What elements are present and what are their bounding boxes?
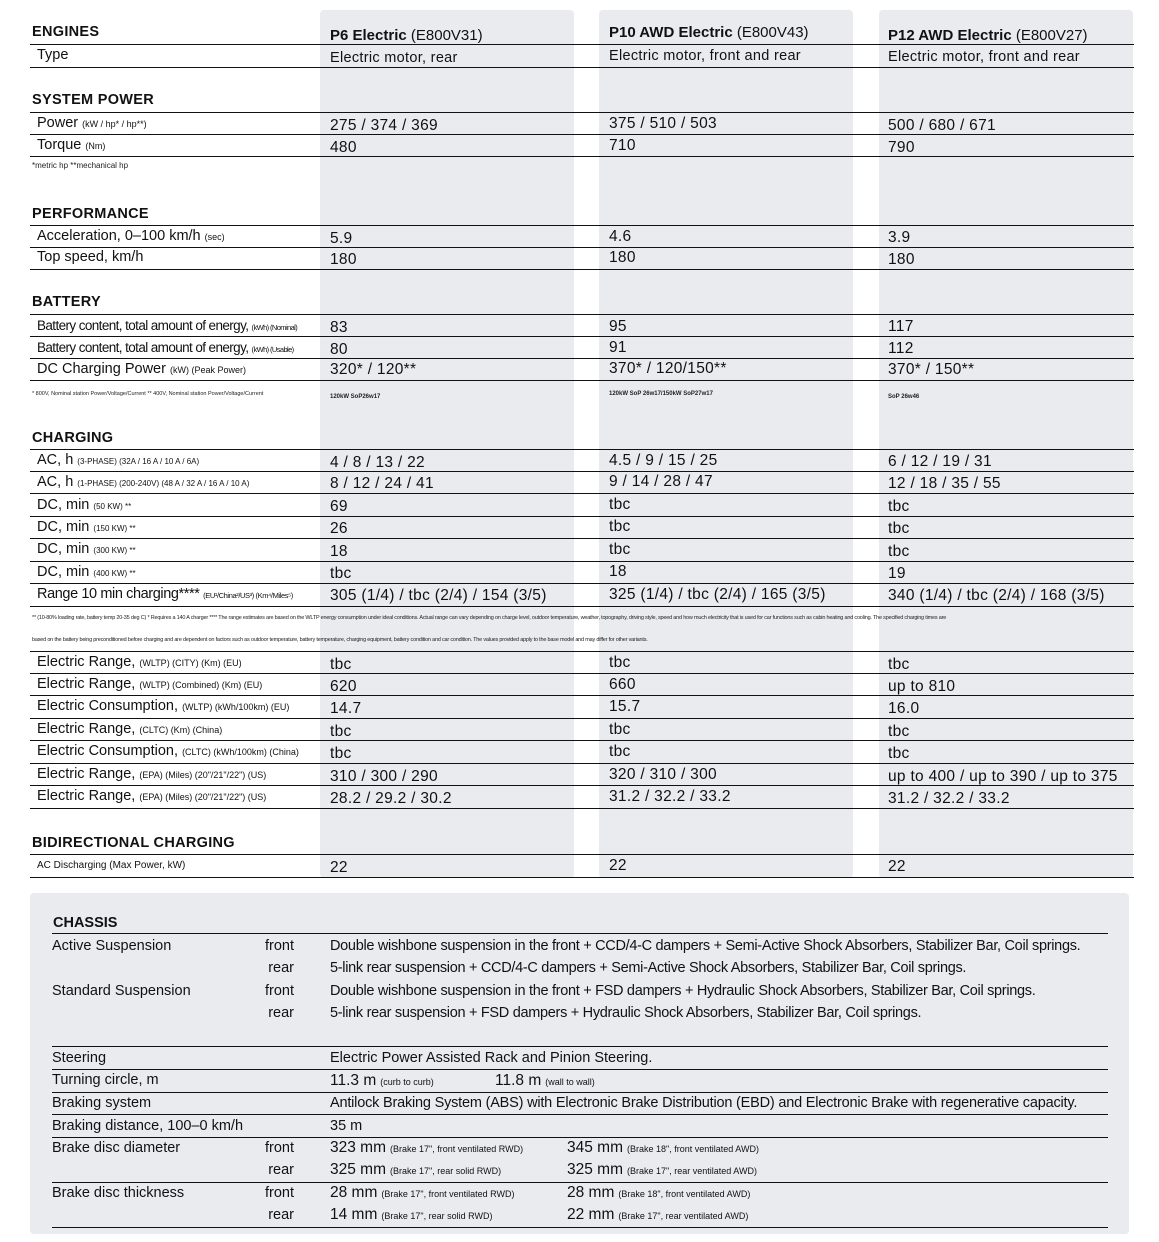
table-row-type <box>30 44 1134 68</box>
cell-value: tbc <box>609 654 631 671</box>
table-row-torque <box>30 135 1134 157</box>
position-label: front <box>264 938 294 954</box>
footnote-charging-1: ** (10-80% loading rate, battery temp 20-35 deg C) * Requires a 140 A charger **** The range estimates are based on the WLTP energy consumption under ideal conditions. Actual range can vary depending on charge level, outdoor temperature, weather, topography, driving style, speed and how much electricity that is used for car functions such as cabin heating and cooling. The specified charging times are <box>32 615 947 621</box>
cell-value: 28 mm (Brake 18", front ventilated AWD) <box>567 1184 751 1201</box>
position-label: rear <box>268 960 294 976</box>
cell-value: tbc <box>888 656 910 673</box>
cell-value: 14.7 <box>330 700 362 717</box>
table-row-epa-range <box>30 764 1134 786</box>
table-row-dc-400kw <box>30 562 1134 584</box>
cell-value: tbc <box>330 565 352 582</box>
cell-value: 375 / 510 / 503 <box>609 115 717 132</box>
table-row-wltp-consumption <box>30 696 1134 719</box>
divider <box>52 1227 1108 1228</box>
cell-value: up to 810 <box>888 678 956 695</box>
cell-value: 83 <box>330 319 348 336</box>
cell-value: 500 / 680 / 671 <box>888 117 996 134</box>
row-label: Battery content, total amount of energy, (kWh) (Usable) <box>37 340 294 355</box>
row-label: Battery content, total amount of energy, (kWh) (Nominal) <box>37 318 298 333</box>
cell-value: 9 / 14 / 28 / 47 <box>609 473 713 490</box>
cell-value: tbc <box>888 498 910 515</box>
row-label: DC, min (50 KW) ** <box>37 497 132 513</box>
cell-value: 620 <box>330 678 357 695</box>
section-title-engines: ENGINES <box>32 24 100 40</box>
footnote-battery: * 800V, Nominal station Power/Voltage/Current ** 400V, Nominal station Power/Voltage/Current <box>32 391 264 397</box>
cell-value: 180 <box>609 249 636 266</box>
cell-value: Electric Power Assisted Rack and Pinion Steering. <box>330 1050 653 1066</box>
cell-value: 28 mm (Brake 17", front ventilated RWD) <box>330 1184 515 1201</box>
section-title-charging: CHARGING <box>32 430 114 446</box>
row-label: Power (kW / hp* / hp**) <box>37 115 147 131</box>
divider <box>52 1182 1108 1183</box>
cell-value: tbc <box>330 745 352 762</box>
cell-value: 95 <box>609 318 627 335</box>
footnote-hp: *metric hp **mechanical hp <box>32 161 129 170</box>
table-row-range-10min <box>30 584 1134 607</box>
table-row-acceleration <box>30 225 1134 248</box>
table-row-wltp-city <box>30 651 1134 674</box>
cell-value: 710 <box>609 137 636 154</box>
cell-value: tbc <box>888 723 910 740</box>
table-row-ac-discharging <box>30 854 1134 878</box>
cell-value: 8 / 12 / 24 / 41 <box>330 475 434 492</box>
cell-value: 15.7 <box>609 698 641 715</box>
cell-value: 26 <box>330 520 348 537</box>
divider <box>52 1046 1108 1047</box>
cell-value: 325 mm (Brake 17", rear solid RWD) <box>330 1161 502 1178</box>
cell-value: 660 <box>609 676 636 693</box>
cell-value: 323 mm (Brake 17", front ventilated RWD) <box>330 1139 524 1156</box>
cell-value: 790 <box>888 139 915 156</box>
cell-value: 6 / 12 / 19 / 31 <box>888 453 992 470</box>
cell-value: 4.6 <box>609 228 632 245</box>
cell-value: tbc <box>330 656 352 673</box>
row-label: DC, min (150 KW) ** <box>37 519 136 535</box>
cell-value: 22 <box>330 859 348 876</box>
row-label: Electric Range, (EPA) (Miles) (20"/21"/22") (US) <box>37 766 267 782</box>
cell-value: tbc <box>888 520 910 537</box>
column-header-p10: P10 AWD Electric (E800V43) <box>609 24 809 41</box>
row-label: Electric Consumption, (WLTP) (kWh/100km) (EU) <box>37 698 290 714</box>
sop-note-p12: SoP 26w46 <box>888 394 920 400</box>
table-row-top-speed <box>30 248 1134 270</box>
row-label: Top speed, km/h <box>37 249 144 265</box>
divider <box>52 1069 1108 1070</box>
cell-value: 4 / 8 / 13 / 22 <box>330 454 425 471</box>
position-label: rear <box>268 1005 294 1021</box>
cell-value: tbc <box>888 543 910 560</box>
table-row-power <box>30 112 1134 135</box>
cell-value: 310 / 300 / 290 <box>330 768 438 785</box>
cell-value: 80 <box>330 341 348 358</box>
row-label-standard-suspension: Standard Suspension <box>52 983 191 999</box>
cell-value: 370* / 150** <box>888 361 975 378</box>
cell-value: 305 (1/4) / tbc (2/4) / 154 (3/5) <box>330 587 547 604</box>
table-row-battery-usable <box>30 337 1134 359</box>
row-label: Electric Consumption, (CLTC) (kWh/100km) (China) <box>37 743 299 759</box>
row-label: DC Charging Power (kW) (Peak Power) <box>37 361 246 377</box>
section-title-system-power: SYSTEM POWER <box>32 92 155 108</box>
position-label: front <box>264 983 294 999</box>
cell-value: 345 mm (Brake 18", front ventilated AWD) <box>567 1139 759 1156</box>
cell-value: 4.5 / 9 / 15 / 25 <box>609 452 718 469</box>
divider <box>52 933 1108 934</box>
cell-value: 31.2 / 32.2 / 33.2 <box>609 788 731 805</box>
cell-value: Electric motor, rear <box>330 50 458 66</box>
section-title-bidirectional: BIDIRECTIONAL CHARGING <box>32 835 235 851</box>
row-label: Electric Range, (CLTC) (Km) (China) <box>37 721 223 737</box>
cell-value: 22 <box>888 858 906 875</box>
cell-value: 275 / 374 / 369 <box>330 117 438 134</box>
row-label: AC, h (1-PHASE) (200-240V) (48 A / 32 A / 16 A / 10 A) <box>37 474 250 490</box>
cell-value: 28.2 / 29.2 / 30.2 <box>330 790 452 807</box>
cell-value: 12 / 18 / 35 / 55 <box>888 475 1001 492</box>
cell-value: 180 <box>888 251 915 268</box>
divider <box>52 1092 1108 1093</box>
cell-value: tbc <box>609 743 631 760</box>
row-label: DC, min (400 KW) ** <box>37 564 136 580</box>
chassis-panel <box>30 893 1129 1234</box>
cell-value: Electric motor, front and rear <box>609 48 801 64</box>
row-label: Torque (Nm) <box>37 137 106 153</box>
footnote-charging-2: based on the battery being preconditioned before charging and are dependent on factors such as outdoor temperature, battery temperature, charging equipment, battery condition and car condition. The values provided apply to the base model and may differ for other variants. <box>32 637 648 643</box>
sop-note-p6: 120kW SoP26w17 <box>330 394 381 400</box>
row-label: DC, min (300 KW) ** <box>37 541 136 557</box>
table-row-dc-charging-power <box>30 359 1134 381</box>
cell-value: tbc <box>609 541 631 558</box>
row-label-braking-distance: Braking distance, 100–0 km/h <box>52 1118 244 1134</box>
cell-value: 3.9 <box>888 229 911 246</box>
cell-value: 35 m <box>330 1118 363 1134</box>
cell-value: 117 <box>888 318 914 335</box>
column-header-p6: P6 Electric (E800V31) <box>330 27 483 44</box>
row-label: AC, h (3-PHASE) (32A / 16 A / 10 A / 6A) <box>37 452 200 468</box>
cell-value: 5-link rear suspension + FSD dampers + Hydraulic Shock Absorbers, Stabilizer Bar, Coil springs. <box>330 1005 922 1021</box>
cell-value: 69 <box>330 498 348 515</box>
table-row-cltc-range <box>30 719 1134 741</box>
cell-value: Electric motor, front and rear <box>888 49 1080 65</box>
cell-value: Double wishbone suspension in the front + CCD/4-C dampers + Semi-Active Shock Absorbers, Stabilizer Bar, Coil springs. <box>330 938 1081 954</box>
cell-value: up to 400 / up to 390 / up to 375 <box>888 768 1118 785</box>
cell-value: 325 (1/4) / tbc (2/4) / 165 (3/5) <box>609 586 826 603</box>
table-row-wltp-combined <box>30 674 1134 696</box>
cell-value: tbc <box>609 518 631 535</box>
row-label-active-suspension: Active Suspension <box>52 938 172 954</box>
table-row-ac-1phase <box>30 472 1134 494</box>
table-row-battery-nominal <box>30 314 1134 337</box>
cell-value: tbc <box>609 496 631 513</box>
section-title-battery: BATTERY <box>32 294 101 310</box>
cell-value: 480 <box>330 139 357 156</box>
row-label: Range 10 min charging**** (EU¹/China²/US³) (Km⁴/Miles⁵) <box>37 586 293 602</box>
row-label-steering: Steering <box>52 1050 107 1066</box>
position-label: front <box>264 1140 294 1156</box>
row-label: Electric Range, (WLTP) (CITY) (Km) (EU) <box>37 654 242 670</box>
section-title-chassis: CHASSIS <box>53 915 118 931</box>
cell-value: 19 <box>888 565 906 582</box>
cell-value: 340 (1/4) / tbc (2/4) / 168 (3/5) <box>888 587 1105 604</box>
row-label: Electric Range, (WLTP) (Combined) (Km) (EU) <box>37 676 263 692</box>
table-row-dc-300kw <box>30 539 1134 562</box>
row-label-brake-disc-diameter: Brake disc diameter <box>52 1140 181 1156</box>
cell-value: 16.0 <box>888 700 920 717</box>
row-label: Acceleration, 0–100 km/h (sec) <box>37 228 225 244</box>
cell-value: 370* / 120/150** <box>609 360 727 377</box>
sop-note-p10: 120kW SoP 26w17/150kW SoP27w17 <box>609 391 713 397</box>
position-label: rear <box>268 1162 294 1178</box>
cell-value: tbc <box>609 721 631 738</box>
cell-value: 11.3 m (curb to curb) <box>330 1072 434 1089</box>
row-label-braking-system: Braking system <box>52 1095 152 1111</box>
table-row-epa-consumption <box>30 786 1134 809</box>
cell-value: 325 mm (Brake 17", rear ventilated AWD) <box>567 1161 757 1178</box>
table-row-ac-3phase <box>30 449 1134 472</box>
row-label: Type <box>37 47 69 63</box>
row-label: AC Discharging (Max Power, kW) <box>37 860 186 871</box>
table-row-dc-150kw <box>30 517 1134 539</box>
cell-value: 22 <box>609 857 627 874</box>
position-label: front <box>264 1185 294 1201</box>
cell-value: 11.8 m (wall to wall) <box>495 1072 595 1089</box>
table-row-dc-50kw <box>30 494 1134 517</box>
cell-value: 320 / 310 / 300 <box>609 766 717 783</box>
cell-value: 91 <box>609 339 627 356</box>
cell-value: 320* / 120** <box>330 361 417 378</box>
divider <box>52 1114 1108 1115</box>
row-label-brake-disc-thickness: Brake disc thickness <box>52 1185 185 1201</box>
cell-value: tbc <box>888 745 910 762</box>
cell-value: 5.9 <box>330 230 353 247</box>
cell-value: 18 <box>330 543 348 560</box>
cell-value: 31.2 / 32.2 / 33.2 <box>888 790 1010 807</box>
section-title-performance: PERFORMANCE <box>32 206 149 222</box>
cell-value: 5-link rear suspension + CCD/4-C dampers + Semi-Active Shock Absorbers, Stabilizer Bar, Coil springs. <box>330 960 967 976</box>
cell-value: 112 <box>888 340 914 357</box>
position-label: rear <box>268 1207 294 1223</box>
cell-value: Antilock Braking System (ABS) with Electronic Brake Distribution (EBD) and Electronic Brake with regenerative capacity. <box>330 1095 1078 1111</box>
cell-value: 180 <box>330 251 357 268</box>
cell-value: Double wishbone suspension in the front + FSD dampers + Hydraulic Shock Absorbers, Stabilizer Bar, Coil springs. <box>330 983 1036 999</box>
cell-value: 22 mm (Brake 17", rear ventilated AWD) <box>567 1206 749 1223</box>
cell-value: 18 <box>609 563 627 580</box>
table-row-cltc-consumption <box>30 741 1134 764</box>
row-label: Electric Range, (EPA) (Miles) (20"/21"/22") (US) <box>37 788 267 804</box>
cell-value: tbc <box>330 723 352 740</box>
column-header-p12: P12 AWD Electric (E800V27) <box>888 27 1088 44</box>
row-label-turning-circle: Turning circle, m <box>52 1072 159 1088</box>
cell-value: 14 mm (Brake 17", rear solid RWD) <box>330 1206 493 1223</box>
divider <box>52 1137 1108 1138</box>
